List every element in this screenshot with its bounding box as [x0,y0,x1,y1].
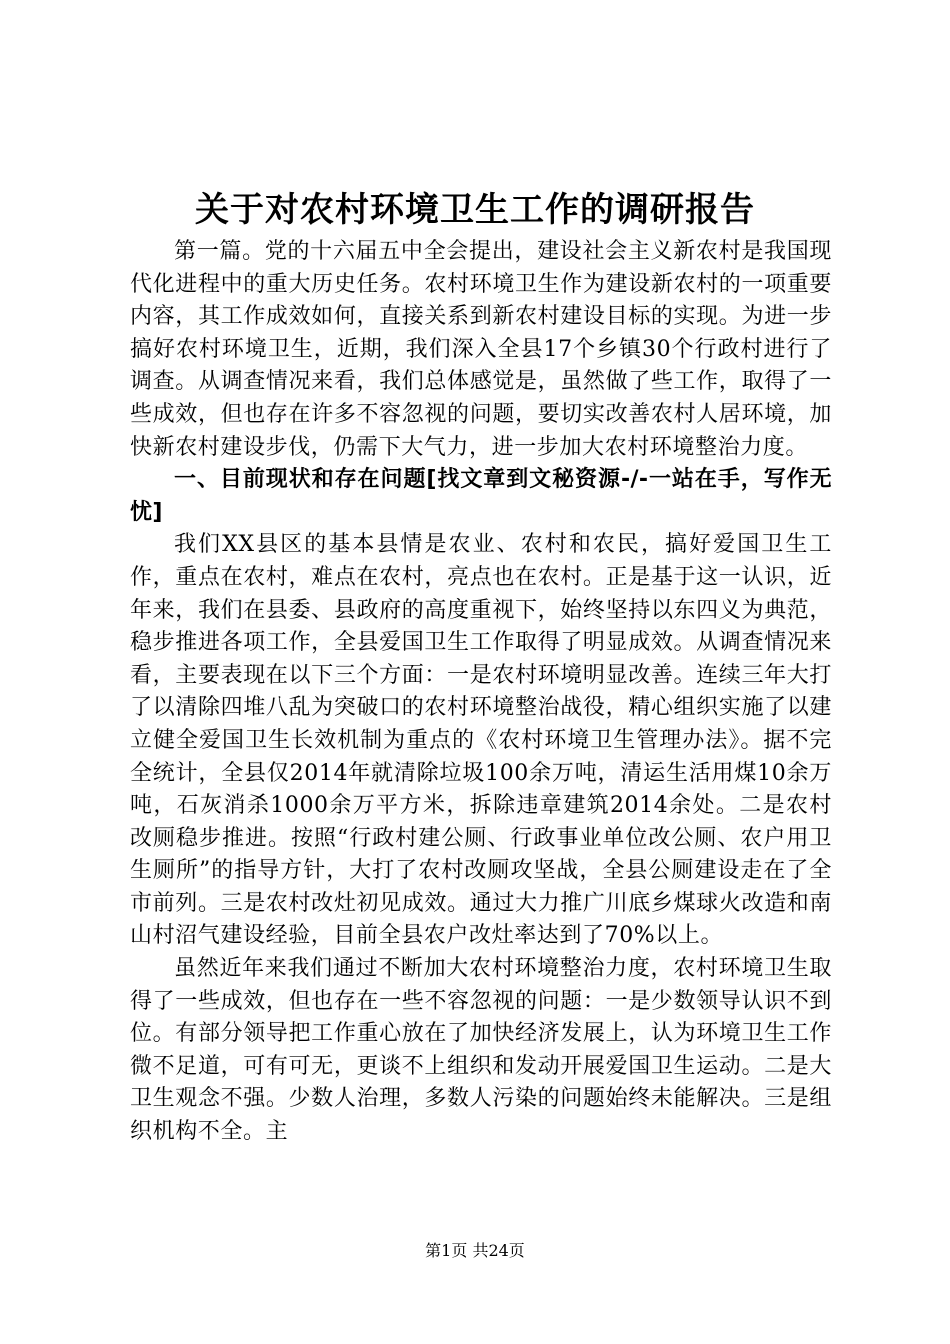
intro-paragraph: 第一篇。党的十六届五中全会提出，建设社会主义新农村是我国现代化进程中的重大历史任务。农村环境卫生作为建设新农村的一项重要内容，其工作成效如何，直接关系到新农村建设目标的实现。为进一步搞好农村环境卫生，近期，我们深入全县17个乡镇30个行政村进行了调查。从调查情况来看，我们总体感觉是，虽然做了些工作，取得了一些成效，但也存在许多不容忽视的问题，要切实改善农村人居环境，加快新农村建设步伐，仍需下大气力，进一步加大农村环境整治力度。 [130,239,832,460]
document-body [130,236,832,1149]
page-number-footer: 第1页 共24页 [425,1241,525,1260]
status-paragraph: 我们XX县区的基本县情是农业、农村和农民，搞好爱国卫生工作，重点在农村，难点在农村，亮点也在农村。正是基于这一认识，近年来，我们在县委、县政府的高度重视下，始终坚持以东四义为典范，稳步推进各项工作，全县爱国卫生工作取得了明显成效。从调查情况来看，主要表现在以下三个方面：一是农村环境明显改善。连续三年大打了以清除四堆八乱为突破口的农村环境整治战役，精心组织实施了以建立健全爱国卫生长效机制为重点的《农村环境卫生管理办法》。据不完全统计，全县仅2014年就清除垃圾100余万吨，清运生活用煤10余万吨，石灰消杀1000余万平方米，拆除违章建筑2014余处。二是农村改厕稳步推进。按照“行政村建公厕、行政事业单位改公厕、农户用卫生厕所”的指导方针，大打了农村改厕攻坚战，全县公厕建设走在了全市前列。三是农村改灶初见成效。通过大力推广川底乡煤球火改造和南山村沼气建设经验，目前全县农户改灶率达到了70%以上。 [130,532,832,949]
problems-paragraph: 虽然近年来我们通过不断加大农村环境整治力度，农村环境卫生取得了一些成效，但也存在一些不容忽视的问题：一是少数领导认识不到位。有部分领导把工作重心放在了加快经济发展上，认为环境卫生工作微不足道，可有可无，更谈不上组织和发动开展爱国卫生运动。二是大卫生观念不强。少数人治理，多数人污染的问题始终未能解决。三是组织机构不全。主 [130,956,832,1145]
document-title: 关于对农村环境卫生工作的调研报告 [195,190,755,230]
section-heading: 一、目前现状和存在问题[找文章到文秘资源-/-一站在手，写作无忧] [130,467,832,525]
